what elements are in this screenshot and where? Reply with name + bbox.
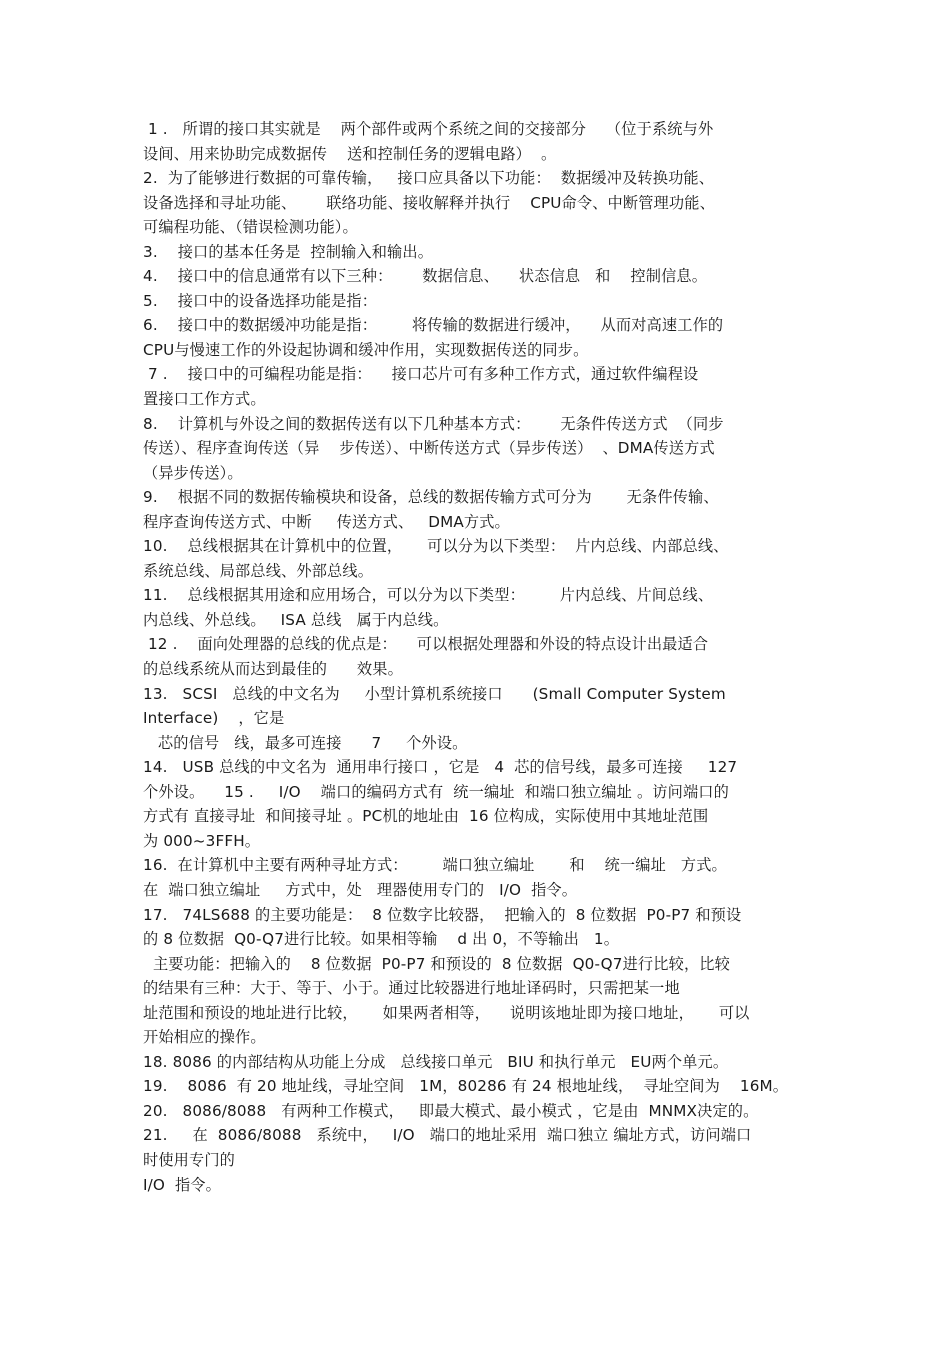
text-line: 2. 为了能够进行数据的可靠传输， 接口应具备以下功能： 数据缓冲及转换功能、 xyxy=(143,169,715,188)
text-line: 设间、用来协助完成数据传 送和控制任务的逻辑电路） 。 xyxy=(143,144,557,163)
text-line: 为 000~3FFH。 xyxy=(143,831,261,850)
text-line: 芯的信号 线，最多可连接 7 个外设。 xyxy=(143,733,468,752)
text-line: 系统总线、局部总线、外部总线。 xyxy=(143,561,374,580)
text-line: 21. 在 8086/8088 系统中， I/O 端口的地址采用 端口独立 编址方式，访问端口 xyxy=(143,1126,752,1145)
text-line: 16. 在计算机中主要有两种寻址方式： 端口独立编址 和 统一编址 方式。 xyxy=(143,856,727,875)
text-line: 10. 总线根据其在计算机中的位置， 可以分为以下类型： 片内总线、内部总线、 xyxy=(143,537,729,556)
text-line: 4. 接口中的信息通常有以下三种： 数据信息、 状态信息 和 控制信息。 xyxy=(143,267,708,286)
text-line: 内总线、外总线。 ISA 总线 属于内总线。 xyxy=(143,610,449,629)
text-line: 11. 总线根据其用途和应用场合，可以分为以下类型： 片内总线、片间总线、 xyxy=(143,586,714,605)
text-line: 19. 8086 有 20 地址线，寻址空间 1M，80286 有 24 根地址线， 寻址空间为 16M。 xyxy=(143,1077,789,1096)
text-line: I/O 指令。 xyxy=(143,1175,221,1194)
document-body xyxy=(143,117,811,1197)
text-line: 3. 接口的基本任务是 控制输入和输出。 xyxy=(143,242,434,261)
text-line: 的 8 位数据 Q0-Q7进行比较。如果相等输 d 出 0，不等输出 1。 xyxy=(143,930,620,949)
text-line: 在 端口独立编址 方式中，处 理器使用专门的 I/O 指令。 xyxy=(143,880,578,899)
text-line: 时使用专门的 xyxy=(143,1150,236,1169)
text-line: CPU与慢速工作的外设起协调和缓冲作用，实现数据传送的同步。 xyxy=(143,340,589,359)
text-line: 设备选择和寻址功能、 联络功能、接收解释并执行 CPU命令、中断管理功能、 xyxy=(143,193,715,212)
text-line: 置接口工作方式。 xyxy=(143,390,266,409)
text-line: 12 . 面向处理器的总线的优点是： 可以根据处理器和外设的特点设计出最适合 xyxy=(143,635,709,654)
text-line: 6. 接口中的数据缓冲功能是指： 将传输的数据进行缓冲， 从而对高速工作的 xyxy=(143,316,724,335)
text-line: 程序查询传送方式、中断 传送方式、 DMA方式。 xyxy=(143,512,510,531)
text-line: 方式有 直接寻址 和间接寻址 。PC机的地址由 16 位构成，实际使用中其地址范围 xyxy=(143,807,709,826)
text-line: 7 . 接口中的可编程功能是指： 接口芯片可有多种工作方式，通过软件编程设 xyxy=(143,365,699,384)
text-line: 1 . 所谓的接口其实就是 两个部件或两个系统之间的交接部分 （位于系统与外 xyxy=(143,120,714,138)
text-line: 的结果有三种：大于、等于、小于。通过比较器进行地址译码时，只需把某一地 xyxy=(143,979,680,998)
text-line: 5. 接口中的设备选择功能是指： xyxy=(143,291,378,310)
text-line: 个外设。 15 . I/O 端口的编码方式有 统一编址 和端口独立编址 。访问端口的 xyxy=(143,782,729,801)
text-line: Interface) ，它是 xyxy=(143,709,285,728)
text-line: 17. 74LS688 的主要功能是： 8 位数字比较器， 把输入的 8 位数据 P0-P7 和预设 xyxy=(143,905,742,924)
text-line: 9. 根据不同的数据传输模块和设备，总线的数据传输方式可分为 无条件传输、 xyxy=(143,488,719,507)
text-line: （异步传送）。 xyxy=(143,463,243,482)
text-line: 可编程功能、（错误检测功能）。 xyxy=(143,218,358,237)
text-line: 18. 8086 的内部结构从功能上分成 总线接口单元 BIU 和执行单元 EU两个单元。 xyxy=(143,1052,729,1071)
text-line: 的总线系统从而达到最佳的 效果。 xyxy=(143,660,403,679)
text-line: 13. SCSI 总线的中文名为 小型计算机系统接口 (Small Computer System xyxy=(143,684,726,703)
text-line: 主要功能：把输入的 8 位数据 P0-P7 和预设的 8 位数据 Q0-Q7进行比较，比较 xyxy=(143,954,730,973)
text-line: 传送）、程序查询传送（异 步传送）、中断传送方式（异步传送） 、DMA传送方式 xyxy=(143,439,715,458)
text-line: 20. 8086/8088 有两种工作模式， 即最大模式、最小模式 ，它是由 MNMX决定的。 xyxy=(143,1101,759,1120)
text-line: 8. 计算机与外设之间的数据传送有以下几种基本方式： 无条件传送方式 （同步 xyxy=(143,414,724,433)
text-line: 开始相应的操作。 xyxy=(143,1028,266,1047)
text-line: 14. USB 总线的中文名为 通用串行接口 ，它是 4 芯的信号线，最多可连接 127 xyxy=(143,758,738,777)
text-line: 址范围和预设的地址进行比较， 如果两者相等， 说明该地址即为接口地址， 可以 xyxy=(143,1003,750,1022)
